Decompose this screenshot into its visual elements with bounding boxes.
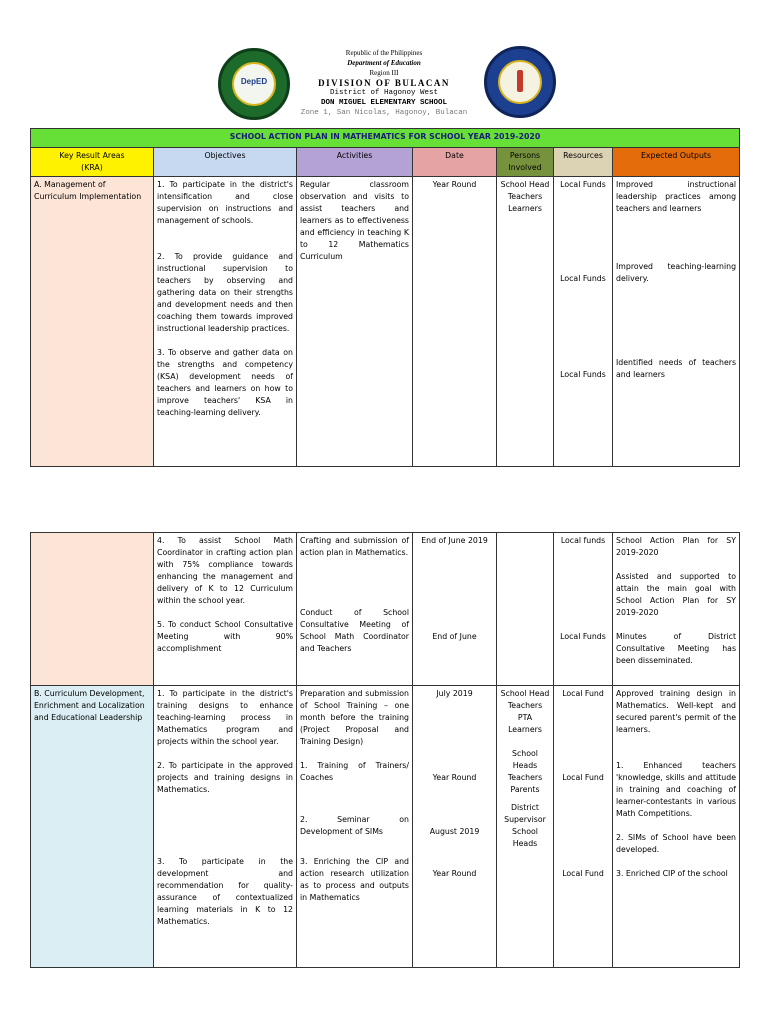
date-item: Year Round (432, 773, 477, 782)
date-item: August 2019 (429, 827, 480, 836)
department-line: Department of Education (347, 59, 421, 67)
col-header-kra: Key Result Areas (KRA) (31, 148, 154, 177)
resource-item: Local Fund (562, 689, 604, 698)
resource-item: Local funds (560, 536, 606, 545)
persons-item: District Supervisor School Heads (504, 803, 546, 848)
col-header-objectives: Objectives (154, 148, 297, 177)
kra-b-label: B. Curriculum Development, Enrichment and Localization and Educational Leadership (31, 686, 154, 968)
objective-item: 4. To assist School Math Coordinator in crafting action plan with 75% compliance towards enhancing the management and delivery of K to 12 Curriculum within the school year. (157, 536, 293, 605)
activity-item: 3. Enriching the CIP and action research utilization as to process and outputs in Mathematics (300, 857, 409, 902)
output-item: Minutes of District Consultative Meeting has been disseminated. (616, 632, 736, 665)
activity-item: Preparation and submission of School Training – one month before the training (Project Proposal and Training Design) (300, 689, 409, 746)
activities-cell (297, 533, 413, 686)
output-item: Approved training design in Mathematics. Well-kept and secured parent's permit of the learners. (616, 689, 736, 734)
col-header-activities: Activities (297, 148, 413, 177)
school-name-line: DON MIGUEL ELEMENTARY SCHOOL (320, 99, 448, 107)
output-item: 1. Enhanced teachers 'knowledge, skills and attitude in training and coaching of learner-contestants in various Math Competitions. (616, 761, 736, 818)
table-row (31, 533, 740, 686)
objectives-cell (154, 177, 297, 467)
date-item: Year Round (432, 869, 477, 878)
district-line: District of Hagonoy West (329, 89, 439, 97)
region-line: Region III (369, 69, 399, 77)
outputs-cell (613, 686, 740, 968)
col-header-outputs: Expected Outputs (613, 148, 740, 177)
objective-item: 5. To conduct School Consultative Meeting with 90% accomplishment (157, 620, 293, 653)
table-title-row (31, 129, 740, 148)
objectives-cell (154, 686, 297, 968)
persons-item: School Heads Teachers Parents (507, 749, 543, 794)
letterhead (0, 40, 768, 125)
objectives-cell (154, 533, 297, 686)
republic-line: Republic of the Philippines (345, 49, 423, 57)
resources-cell (554, 177, 613, 467)
objective-item: 2. To participate in the approved projects and training designs in Mathematics. (157, 761, 293, 794)
objective-item: 2. To provide guidance and instructional supervision to teachers by observing and gathering data on their strengths and development needs and then coaching them towards improved instructional leadership practices. (157, 252, 293, 333)
action-plan-table-part2 (30, 532, 740, 968)
col-header-resources: Resources (554, 148, 613, 177)
letterhead-text (286, 48, 482, 118)
date-item: End of June (432, 632, 477, 641)
output-item: 3. Enriched CIP of the school (616, 869, 728, 878)
kra-a-label: A. Management of Curriculum Implementation (31, 177, 154, 467)
date-item: July 2019 (436, 689, 473, 698)
resource-item: Local Funds (560, 180, 606, 189)
address-line: Zone 1, San Nicolas, Hagonoy, Bulacan (300, 109, 468, 117)
resource-item: Local Fund (562, 773, 604, 782)
objective-item: 1. To participate in the district's training designs to enhance teaching-learning process in Mathematics program and projects within the school year. (157, 689, 293, 746)
resources-cell (554, 533, 613, 686)
persons-item: School Head Teachers PTA Learners (500, 689, 550, 734)
outputs-cell (613, 533, 740, 686)
resources-cell (554, 686, 613, 968)
table-title: SCHOOL ACTION PLAN IN MATHEMATICS FOR SCHOOL YEAR 2019-2020 (31, 129, 740, 148)
activity-item: Crafting and submission of action plan in Mathematics. (300, 536, 409, 557)
table-header-row (31, 148, 740, 177)
output-item: Improved teaching-learning delivery. (616, 262, 737, 283)
kra-a-continued (31, 533, 154, 686)
objective-item: 1. To participate in the district's intensification and close supervision on instructions and management of schools. (157, 180, 293, 225)
col-header-persons: Persons Involved (497, 148, 554, 177)
output-item: School Action Plan for SY 2019-2020 (616, 536, 736, 557)
persons-cell (497, 533, 554, 686)
school-seal-logo (218, 48, 290, 120)
output-item: Assisted and supported to attain the main goal with School Action Plan for SY 2019-2020 (616, 572, 736, 617)
persons-cell (497, 686, 554, 968)
resource-item: Local Funds (560, 632, 606, 641)
resource-item: Local Funds (560, 274, 606, 283)
torch-icon (517, 70, 523, 92)
action-plan-table-part1 (30, 128, 740, 467)
output-item: 2. SIMs of School have been developed. (616, 833, 736, 854)
activity-item: 2. Seminar on Development of SIMs (300, 815, 409, 836)
resource-item: Local Funds (560, 370, 606, 379)
objective-item: 3. To participate in the development and recommendation for quality-assurance of contextualized learning materials in K to 12 Mathematics. (157, 857, 293, 926)
activity-item: Conduct of School Consultative Meeting of School Math Coordinator and Teachers (300, 608, 409, 653)
division-line: DIVISION OF BULACAN (318, 78, 450, 88)
dates-cell (413, 533, 497, 686)
dates-cell (413, 686, 497, 968)
seal-deped-text: DepED (240, 77, 268, 86)
outputs-cell (613, 177, 740, 467)
output-item: Identified needs of teachers and learners (616, 358, 737, 379)
table-row (31, 686, 740, 968)
output-item: Improved instructional leadership practices among teachers and learners (616, 180, 737, 213)
activity-item: 1. Training of Trainers/ Coaches (300, 761, 409, 782)
col-header-date: Date (413, 148, 497, 177)
activity-item: Regular classroom observation and visits to assist teachers and learners as to effectiveness and efficiency in teaching K to 12 Mathematics Curriculum (297, 177, 413, 467)
objective-item: 3. To observe and gather data on the strengths and competency (KSA) development needs of teachers and learners on how to improve teachers' KSA in teaching-learning delivery. (157, 348, 293, 417)
date-item: End of June 2019 (421, 536, 488, 545)
resource-item: Local Fund (562, 869, 604, 878)
deped-seal-logo (484, 46, 556, 118)
persons-item: School Head Teachers Learners (497, 177, 554, 467)
table-row (31, 177, 740, 467)
date-item: Year Round (413, 177, 497, 467)
activities-cell (297, 686, 413, 968)
